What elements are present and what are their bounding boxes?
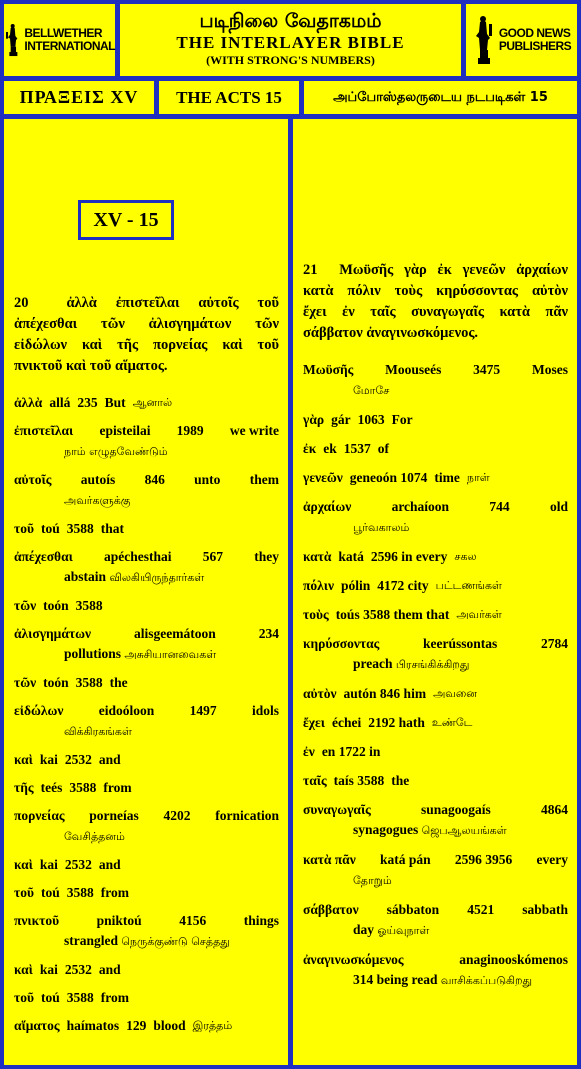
word-entry: [14, 701, 279, 742]
word-entry: [14, 960, 279, 980]
logo-line-2: INTERNATIONAL: [24, 39, 115, 53]
page-title: [120, 4, 461, 76]
gloss-text: 314 being read வாசிக்கப்படுகிறது: [353, 972, 533, 987]
greek-word: ἐκ: [303, 441, 317, 456]
greek-word: καὶ: [14, 962, 33, 977]
word-detail: apéchesthai: [104, 549, 172, 564]
gloss-line: [303, 517, 568, 538]
word-detail: 1537: [343, 441, 371, 456]
word-entry: [303, 900, 568, 941]
word-detail: the: [109, 675, 128, 690]
verse-number: 21: [303, 262, 318, 278]
word-detail: 2532: [64, 857, 92, 872]
word-detail: en 1722 in: [321, 744, 381, 759]
word-detail: 3588: [66, 885, 94, 900]
gloss-line: [303, 870, 568, 891]
word-detail: 567: [202, 549, 223, 564]
greek-word: καὶ: [14, 752, 33, 767]
verse-text: [303, 260, 568, 344]
word-entry: [14, 750, 279, 770]
word-detail: that: [100, 521, 124, 536]
gloss-text: விக்கிரகங்கள்: [64, 725, 132, 738]
tamil-gloss: அவனை: [433, 687, 477, 700]
gloss-text: day ஓய்வுநாள்: [353, 922, 430, 937]
word-detail: from: [100, 990, 129, 1005]
gloss-text: வேசித்தனம்: [64, 830, 125, 843]
verse-line: Μωϋσῆς γὰρ ἐκ γενεῶν ἀρχαίων: [339, 262, 568, 278]
word-detail: toús 3588 them that: [335, 607, 450, 622]
word-detail: autoís: [80, 472, 116, 487]
gloss-line: [303, 654, 568, 675]
gloss-line: [14, 490, 279, 511]
word-detail: 3588: [75, 675, 103, 690]
word-detail: échei: [331, 715, 362, 730]
verse-text: [14, 293, 279, 377]
greek-word: εἰδώλων: [14, 703, 64, 718]
chapter-label: XV - 15: [78, 200, 174, 240]
word-detail: fornication: [215, 808, 279, 823]
word-detail: 2532: [64, 962, 92, 977]
word-detail: blood: [153, 1018, 186, 1033]
word-detail: 3588: [69, 780, 97, 795]
word-detail: 4202: [163, 808, 191, 823]
word-detail: and: [98, 857, 121, 872]
gloss-text: abstain விலகியிருந்தார்கள்: [64, 569, 205, 584]
word-entry: [14, 421, 279, 462]
gloss-line: [14, 931, 279, 952]
good-news-logo: [466, 4, 577, 76]
word-detail: pólin: [341, 578, 371, 593]
word-entry: [303, 771, 568, 791]
tamil-gloss: இரத்தம்: [192, 1019, 233, 1032]
word-detail: 4864: [541, 802, 568, 817]
word-detail: 744: [489, 499, 510, 514]
word-detail: pniktoú: [96, 913, 142, 928]
word-detail: katá pán: [379, 852, 431, 867]
word-detail: from: [100, 885, 129, 900]
verse-line: ἔχει ἐν ταῖς συναγωγαῖς κατὰ πᾶν: [303, 304, 568, 320]
word-detail: archaíoon: [391, 499, 450, 514]
word-detail: ek: [323, 441, 337, 456]
gloss-line: [14, 826, 279, 847]
word-entry: [14, 519, 279, 539]
word-entry: [14, 673, 279, 693]
word-detail: sábbaton: [386, 902, 440, 917]
greek-word: γὰρ: [303, 412, 325, 427]
word-entry: [14, 988, 279, 1008]
word-detail: 1063: [357, 412, 385, 427]
word-detail: they: [254, 549, 279, 564]
word-detail: 129: [126, 1018, 147, 1033]
word-entry: [303, 410, 568, 430]
english-book-heading: THE ACTS 15: [159, 81, 299, 114]
word-detail: 235: [77, 395, 98, 410]
word-detail: things: [243, 913, 279, 928]
word-detail: from: [103, 780, 132, 795]
word-entry: [14, 883, 279, 903]
gloss-text: pollutions அசுசியானவைகள்: [64, 646, 217, 661]
word-detail: 3588: [75, 598, 103, 613]
tamil-gloss: உண்டே: [431, 716, 473, 729]
greek-word: ἀλισγημάτων: [14, 626, 91, 641]
greek-word: ἐν: [303, 744, 315, 759]
word-detail: and: [98, 752, 121, 767]
word-entry: [14, 470, 279, 511]
word-entry: [303, 576, 568, 596]
word-detail: 2532: [64, 752, 92, 767]
word-detail: 4172 city: [377, 578, 429, 593]
word-entry: [303, 605, 568, 625]
word-detail: of: [377, 441, 390, 456]
gloss-line: [303, 820, 568, 841]
word-detail: 3588: [66, 990, 94, 1005]
word-entry: [14, 624, 279, 665]
bellwether-logo: [4, 4, 115, 76]
greek-word: τῆς: [14, 780, 34, 795]
word-detail: 1497: [189, 703, 217, 718]
word-detail: 2784: [541, 636, 568, 651]
word-entry: [303, 634, 568, 675]
word-detail: unto: [194, 472, 221, 487]
left-column-content: [14, 293, 279, 1036]
greek-word: σάββατον: [303, 902, 359, 917]
word-detail: 846: [144, 472, 165, 487]
statue-icon: [4, 14, 21, 66]
verse-line: κατὰ πόλιν τοὺς κηρύσσοντας αὐτὸν: [303, 283, 568, 299]
word-detail: Moses: [531, 362, 568, 377]
word-detail: geneoón 1074: [349, 470, 428, 485]
greek-word: συναγωγαῖς: [303, 802, 371, 817]
greek-word: πόλιν: [303, 578, 334, 593]
word-detail: kai: [39, 752, 58, 767]
greek-word: καὶ: [14, 857, 33, 872]
word-detail: katá: [338, 549, 364, 564]
greek-word: τοὺς: [303, 607, 329, 622]
logo-line-1: BELLWETHER: [24, 26, 103, 40]
word-detail: and: [98, 962, 121, 977]
word-detail: 3588: [66, 521, 94, 536]
verse-number: 20: [14, 295, 29, 311]
word-detail: idols: [251, 703, 279, 718]
greek-word: κατὰ πᾶν: [303, 852, 356, 867]
gloss-line: [14, 441, 279, 462]
tamil-gloss: நாள்: [466, 471, 490, 484]
greek-word: ἀρχαίων: [303, 499, 352, 514]
word-detail: kai: [39, 857, 58, 872]
verse-line: εἰδώλων καὶ τῆς πορνείας καὶ τοῦ: [14, 337, 279, 353]
greek-word: αὐτὸν: [303, 686, 337, 701]
word-detail: 234: [258, 626, 279, 641]
word-entry: [303, 547, 568, 567]
greek-word: ἀλλὰ: [14, 395, 43, 410]
word-detail: taís 3588: [333, 773, 385, 788]
tamil-gloss: அவர்கள்: [456, 608, 502, 621]
word-detail: toón: [43, 675, 69, 690]
tamil-gloss: ஆனால்: [132, 396, 173, 409]
word-entry: [14, 855, 279, 875]
gloss-text: மோசே: [353, 384, 390, 397]
word-detail: sunagoogaís: [421, 802, 491, 817]
greek-word: τοῦ: [14, 521, 34, 536]
greek-word: Μωϋσῆς: [303, 362, 354, 377]
word-detail: toú: [40, 885, 60, 900]
word-entry: [14, 1016, 279, 1036]
word-entry: [303, 742, 568, 762]
verse-line: ἀπέχεσθαι τῶν ἀλισγημάτων τῶν: [14, 316, 279, 332]
word-entry: [14, 911, 279, 952]
title-tamil: படிநிலை வேதாகமம்: [199, 10, 382, 32]
word-detail: 4521: [467, 902, 495, 917]
gloss-line: [14, 567, 279, 588]
title-subtitle: (WITH STRONG'S NUMBERS): [206, 53, 375, 67]
word-detail: haímatos: [66, 1018, 120, 1033]
verse-line: σάββατον ἀναγινωσκόμενος.: [303, 325, 479, 341]
greek-word: ταῖς: [303, 773, 327, 788]
gloss-line: [303, 920, 568, 941]
gloss-text: அவர்களுக்கு: [64, 494, 131, 507]
word-detail: time: [434, 470, 460, 485]
word-entry: [14, 393, 279, 413]
word-detail: kai: [39, 962, 58, 977]
word-detail: Moouseés: [385, 362, 442, 377]
verse-line: ἀλλὰ ἐπιστεῖλαι αὐτοῖς τοῦ: [66, 295, 279, 311]
word-entry: [303, 360, 568, 401]
word-detail: For: [391, 412, 413, 427]
gloss-line: [303, 380, 568, 401]
greek-word: αἵματος: [14, 1018, 60, 1033]
greek-word: ἐπιστεῖλαι: [14, 423, 74, 438]
word-entry: [14, 596, 279, 616]
word-detail: every: [536, 852, 568, 867]
gloss-text: synagogues ஜெபஆலயங்கள்: [353, 822, 507, 837]
right-column-content: [303, 260, 568, 991]
word-entry: [303, 800, 568, 841]
word-detail: eidoóloon: [98, 703, 155, 718]
tamil-book-heading: அப்போஸ்தலருடைய நடபடிகள் 15: [304, 81, 577, 114]
gloss-text: நாம் எழுதவேண்டும்: [64, 445, 168, 458]
word-entry: [303, 497, 568, 538]
greek-word: τοῦ: [14, 885, 34, 900]
greek-word: τοῦ: [14, 990, 34, 1005]
word-detail: gár: [331, 412, 351, 427]
word-entry: [303, 684, 568, 704]
logo-line-2: PUBLISHERS: [498, 39, 572, 53]
greek-word: αὐτοῖς: [14, 472, 52, 487]
greek-word: κηρύσσοντας: [303, 636, 380, 651]
word-detail: teés: [40, 780, 63, 795]
word-detail: 2596 3956: [454, 852, 513, 867]
word-entry: [14, 806, 279, 847]
word-detail: toú: [40, 521, 60, 536]
word-detail: 1989: [176, 423, 204, 438]
word-detail: anaginooskómenos: [459, 952, 568, 967]
greek-word: κατὰ: [303, 549, 332, 564]
greek-word: ἀπέχεσθαι: [14, 549, 73, 564]
word-entry: [14, 547, 279, 588]
word-detail: autón 846 him: [343, 686, 427, 701]
logo-line-1: GOOD NEWS: [498, 26, 571, 40]
word-entry: [303, 713, 568, 733]
word-detail: 2192 hath: [368, 715, 425, 730]
title-english: THE INTERLAYER BIBLE: [176, 33, 405, 52]
word-detail: 3475: [473, 362, 501, 377]
greek-word: πορνείας: [14, 808, 65, 823]
greek-word: ἔχει: [303, 715, 325, 730]
word-detail: alisgeemátoon: [134, 626, 216, 641]
word-entry: [303, 468, 568, 488]
word-detail: toón: [43, 598, 69, 613]
greek-word: πνικτοῦ: [14, 913, 60, 928]
gloss-text: strangled நெருக்குண்டு செத்தது: [64, 933, 230, 948]
greek-word: γενεῶν: [303, 470, 343, 485]
word-detail: But: [104, 395, 126, 410]
gloss-text: தோறும்: [353, 874, 392, 887]
word-detail: toú: [40, 990, 60, 1005]
word-detail: allá: [49, 395, 71, 410]
word-detail: we write: [229, 423, 279, 438]
word-entry: [14, 778, 279, 798]
word-detail: the: [391, 773, 410, 788]
word-detail: keerússontas: [423, 636, 498, 651]
statue-icon: [472, 14, 496, 66]
word-entry: [303, 439, 568, 459]
word-detail: old: [549, 499, 568, 514]
gloss-line: [303, 970, 568, 991]
greek-word: τῶν: [14, 675, 37, 690]
word-entry: [303, 950, 568, 991]
gloss-line: [14, 721, 279, 742]
gloss-text: பூர்வகாலம்: [353, 521, 410, 534]
word-entry: [303, 850, 568, 891]
gloss-line: [14, 644, 279, 665]
tamil-gloss: சகல: [454, 550, 477, 563]
greek-book-heading: ΠΡΑΞΕΙΣ XV: [4, 81, 154, 114]
word-detail: sabbath: [522, 902, 568, 917]
word-detail: porneías: [89, 808, 139, 823]
tamil-gloss: பட்டணங்கள்: [435, 579, 502, 592]
word-detail: 2596 in every: [370, 549, 448, 564]
greek-word: ἀναγινωσκόμενος: [303, 952, 404, 967]
verse-line: πνικτοῦ καὶ τοῦ αἵματος.: [14, 358, 168, 374]
word-detail: them: [249, 472, 279, 487]
greek-word: τῶν: [14, 598, 37, 613]
word-detail: episteilai: [99, 423, 151, 438]
gloss-text: preach பிரசங்கிக்கிறது: [353, 656, 470, 671]
word-detail: 4156: [179, 913, 207, 928]
